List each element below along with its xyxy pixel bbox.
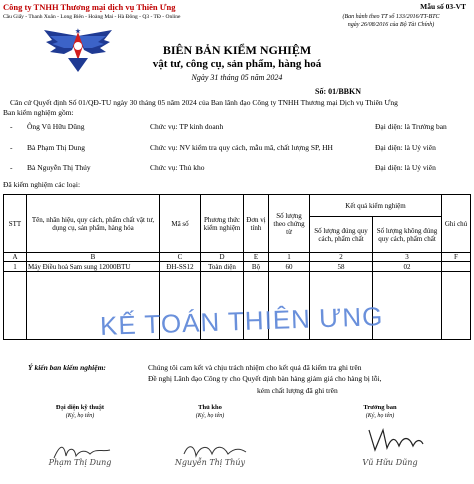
column-letter: 2 [310, 253, 373, 262]
signature-hint: (Ký, họ tên) [65, 413, 95, 419]
cell-code: ĐH-SS12 [160, 262, 201, 272]
signature-hint: (Ký, họ tên) [195, 413, 225, 419]
signature-name: Nguyễn Thị Thúy [174, 458, 246, 467]
watermark: KẾ TOÁN THIÊN ƯNG [99, 301, 384, 341]
signature-name: Phạm Thị Dung [48, 458, 112, 467]
member-bullet: - [10, 143, 13, 152]
header-stt: STT [4, 195, 27, 253]
column-letter: B [27, 253, 160, 262]
signature-mark-icon [365, 426, 425, 454]
signature-hint: (Ký, họ tên) [365, 413, 395, 419]
cell-fail: 02 [373, 262, 442, 272]
company-name: Công ty TNHH Thương mại dịch vụ Thiên Ưng [3, 2, 176, 12]
cell-item-name: Máy Điều hoà Sam sung 12000BTU [27, 262, 160, 272]
signature-title: Đại diện kỹ thuật [55, 404, 105, 411]
member-bullet: - [10, 163, 13, 172]
signature-name: Vũ Hữu Dũng [362, 458, 418, 467]
opinion-line: Chúng tôi cam kết và chịu trách nhiệm cho kết quả đã kiểm tra ghi trên [148, 363, 362, 372]
header-item-name: Tên, nhãn hiệu, quy cách, phẩm chất vật tư, dụng cụ, sản phẩm, hàng hóa [27, 195, 160, 253]
opinion-line: Đề nghị Lãnh đạo Công ty cho Quyết định bàn hàng giảm giá cho hàng bị lỗi, [148, 374, 382, 383]
opinion-line: kém chất lượng đã ghi trên [257, 386, 338, 395]
member-role: Đại diện: là Trưởng ban [375, 122, 447, 131]
cell-stt: 1 [4, 262, 27, 272]
member-name: Bà Nguyễn Thị Thúy [27, 163, 91, 172]
column-letter: 3 [373, 253, 442, 262]
form-note-line: ngày 26/08/2016 của Bộ Tài Chính) [347, 22, 435, 28]
signature-title: Trưởng ban [363, 404, 397, 411]
committee-label: Ban kiểm nghiệm gồm: [3, 108, 74, 117]
header-code: Mã số [160, 195, 201, 253]
column-letter: E [244, 253, 269, 262]
signature-title: Thủ kho [198, 404, 222, 411]
column-letter: 1 [269, 253, 310, 262]
header-note: Ghi chú [442, 195, 471, 253]
branch-list: Cầu Giấy - Thanh Xuân - Long Biên - Hoàng Mai - Hà Đông - Q3 - TĐ - Online [3, 14, 181, 20]
document-number: Số: 01/BBKN [315, 87, 362, 96]
column-letter: A [4, 253, 27, 262]
cell-pass: 58 [310, 262, 373, 272]
column-letter: D [201, 253, 244, 262]
basis-text: Căn cứ Quyết định Số 01/QĐ-TU ngày 30 tháng 05 năm 2024 của Ban lãnh đạo Công ty TNHH Thương mại Dịch vụ Thiên Ưng [10, 98, 398, 107]
header-qty-doc: Số lượng theo chứng từ [269, 195, 310, 253]
member-role: Đại diện: là Uỷ viên [375, 143, 436, 152]
member-name: Ông Vũ Hữu Dũng [27, 122, 85, 131]
cell-unit: Bộ [244, 262, 269, 272]
member-bullet: - [10, 122, 13, 131]
table-row [4, 262, 471, 272]
header-fail: Số lượng không đúng quy cách, phẩm chất [373, 217, 442, 253]
document-title: BIÊN BẢN KIỂM NGHIỆM [162, 43, 312, 57]
cell-method: Toàn diện [201, 262, 244, 272]
document-subtitle: vật tư, công cụ, sản phẩm, hàng hoá [152, 58, 322, 70]
header-unit: Đơn vị tính [244, 195, 269, 253]
form-note [316, 13, 466, 29]
member-position: Chức vụ: NV kiểm tra quy cách, mẫu mã, chất lượng SP, HH [150, 143, 333, 152]
column-letter: F [442, 253, 471, 262]
document-date: Ngày 31 tháng 05 năm 2024 [191, 73, 283, 82]
header-method: Phương thức kiểm nghiệm [201, 195, 244, 253]
opinion-label: Ý kiến ban kiểm nghiệm: [28, 363, 106, 372]
column-letter: C [160, 253, 201, 262]
member-name: Bà Phạm Thị Dung [27, 143, 85, 152]
member-position: Chức vụ: TP kinh doanh [150, 122, 224, 131]
svg-text:★: ★ [75, 29, 81, 35]
cell-qty-doc: 60 [269, 262, 310, 272]
header-result: Kết quả kiểm nghiệm [310, 195, 442, 217]
member-position: Chức vụ: Thủ kho [150, 163, 205, 172]
header-pass: Số lượng đúng quy cách, phẩm chất [310, 217, 373, 253]
form-number: Mẫu số 03-VT [420, 2, 466, 11]
member-role: Đại diện: là Uỷ viên [375, 163, 436, 172]
cell-note [442, 262, 471, 272]
checked-label: Đã kiểm nghiệm các loại: [3, 180, 81, 189]
form-note-line: (Ban hành theo TT số 133/2016/TT-BTC [342, 14, 440, 20]
